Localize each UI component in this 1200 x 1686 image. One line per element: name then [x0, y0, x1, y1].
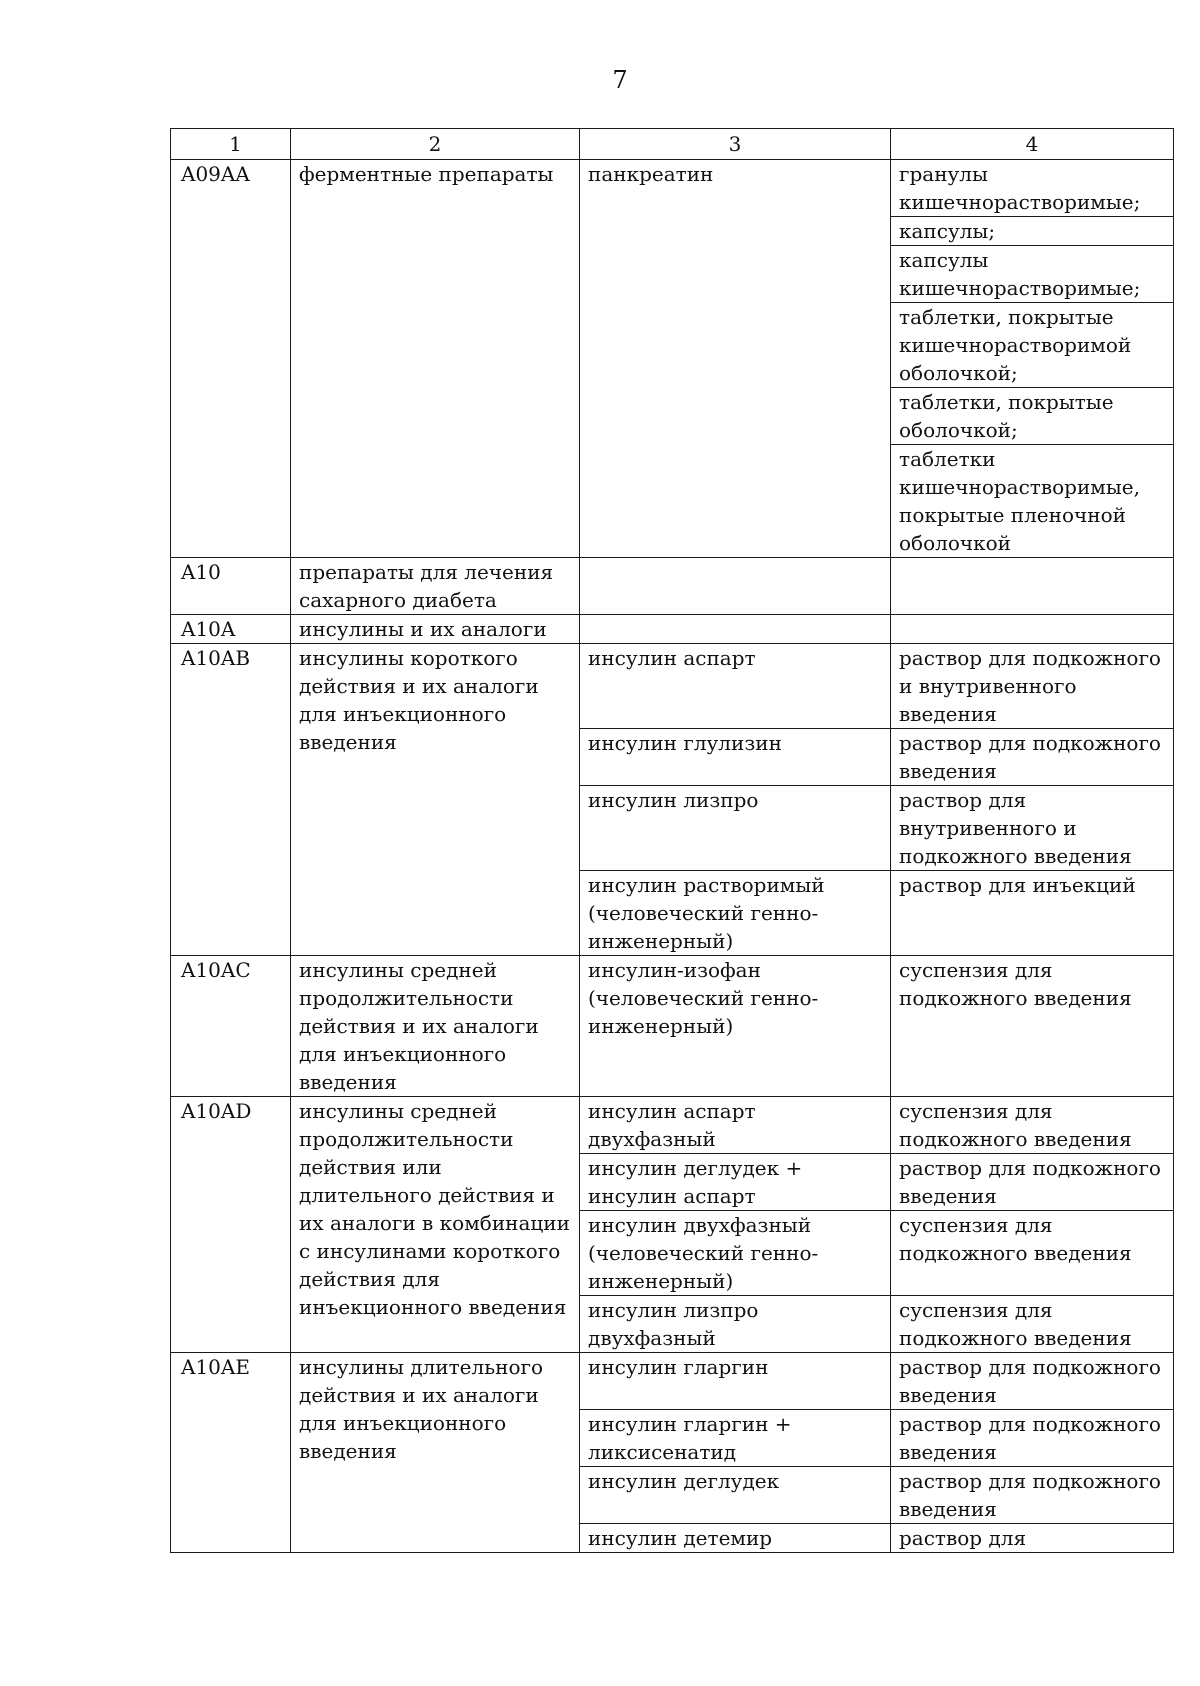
dosage-form-cell: суспензия для подкожного введения [891, 956, 1174, 1097]
dosage-form-item: гранулы кишечнорастворимые; [899, 162, 1141, 214]
dosage-form-cell: раствор для подкожного введения [891, 1410, 1174, 1467]
drug-name-cell: инсулин деглудек + инсулин аспарт [580, 1154, 891, 1211]
dosage-form-cell: раствор для инъекций [891, 871, 1174, 956]
dosage-form-item: таблетки кишечнорастворимые, покрытые пленочной оболочкой [891, 444, 1173, 557]
atc-code-cell: A10A [171, 615, 291, 644]
drug-name-cell: инсулин гларгин + ликсисенатид [580, 1410, 891, 1467]
atc-group-cell: инсулины средней продолжительности действия или длительного действия и их аналоги в комбинации с инсулинами короткого действия для инъекционного введения [291, 1097, 580, 1353]
table-header-row [171, 129, 1174, 160]
header-col-1: 1 [171, 129, 291, 160]
atc-code-cell: A10AD [171, 1097, 291, 1353]
drug-name-cell: инсулин деглудек [580, 1467, 891, 1524]
table-row [171, 644, 1174, 729]
dosage-form-cell: раствор для [891, 1524, 1174, 1553]
dosage-form-cell: раствор для подкожного и внутривенного введения [891, 644, 1174, 729]
drug-name-cell [580, 615, 891, 644]
atc-code-cell: A10 [171, 558, 291, 615]
drug-name-cell: инсулин лизпро двухфазный [580, 1296, 891, 1353]
atc-code-cell: A10AC [171, 956, 291, 1097]
dosage-form-item: капсулы кишечнорастворимые; [891, 245, 1173, 302]
dosage-form-cell: раствор для подкожного введения [891, 1353, 1174, 1410]
dosage-form-cell: суспензия для подкожного введения [891, 1296, 1174, 1353]
table-row [171, 1097, 1174, 1154]
drug-table [170, 128, 1174, 1553]
drug-name-cell: инсулин глулизин [580, 729, 891, 786]
drug-name-cell: инсулин лизпро [580, 786, 891, 871]
dosage-form-cell: раствор для подкожного введения [891, 1467, 1174, 1524]
drug-name-cell: панкреатин [580, 160, 891, 558]
drug-name-cell: инсулин растворимый (человеческий генно-инженерный) [580, 871, 891, 956]
atc-code-cell: A10AB [171, 644, 291, 956]
table-row [171, 558, 1174, 615]
atc-group-cell: инсулины средней продолжительности действия и их аналоги для инъекционного введения [291, 956, 580, 1097]
dosage-form-cell: раствор для подкожного введения [891, 1154, 1174, 1211]
table-row [171, 615, 1174, 644]
table-row [171, 956, 1174, 1097]
table-row [171, 160, 1174, 558]
header-col-3: 3 [580, 129, 891, 160]
table-row [171, 1353, 1174, 1410]
dosage-form-cell: раствор для подкожного введения [891, 729, 1174, 786]
header-col-2: 2 [291, 129, 580, 160]
drug-name-cell: инсулин детемир [580, 1524, 891, 1553]
atc-group-cell: ферментные препараты [291, 160, 580, 558]
page-number: 7 [612, 66, 628, 94]
dosage-form-item: таблетки, покрытые кишечнорастворимой оболочкой; [891, 302, 1173, 387]
atc-group-cell: инсулины длительного действия и их аналоги для инъекционного введения [291, 1353, 580, 1553]
atc-code-cell: A10AE [171, 1353, 291, 1553]
dosage-form-cell [891, 615, 1174, 644]
dosage-form-item: таблетки, покрытые оболочкой; [891, 387, 1173, 444]
dosage-form-cell: раствор для внутривенного и подкожного введения [891, 786, 1174, 871]
drug-name-cell: инсулин двухфазный (человеческий генно-инженерный) [580, 1211, 891, 1296]
atc-code-cell: A09AA [171, 160, 291, 558]
dosage-form-cell: суспензия для подкожного введения [891, 1097, 1174, 1154]
header-col-4: 4 [891, 129, 1174, 160]
drug-name-cell: инсулин аспарт [580, 644, 891, 729]
dosage-form-cell [891, 160, 1174, 558]
drug-name-cell [580, 558, 891, 615]
drug-name-cell: инсулин гларгин [580, 1353, 891, 1410]
drug-name-cell: инсулин-изофан (человеческий генно-инженерный) [580, 956, 891, 1097]
atc-group-cell: препараты для лечения сахарного диабета [291, 558, 580, 615]
atc-group-cell: инсулины короткого действия и их аналоги для инъекционного введения [291, 644, 580, 956]
atc-group-cell: инсулины и их аналоги [291, 615, 580, 644]
dosage-form-cell [891, 558, 1174, 615]
drug-name-cell: инсулин аспарт двухфазный [580, 1097, 891, 1154]
dosage-form-item: капсулы; [891, 216, 1173, 245]
dosage-form-cell: суспензия для подкожного введения [891, 1211, 1174, 1296]
